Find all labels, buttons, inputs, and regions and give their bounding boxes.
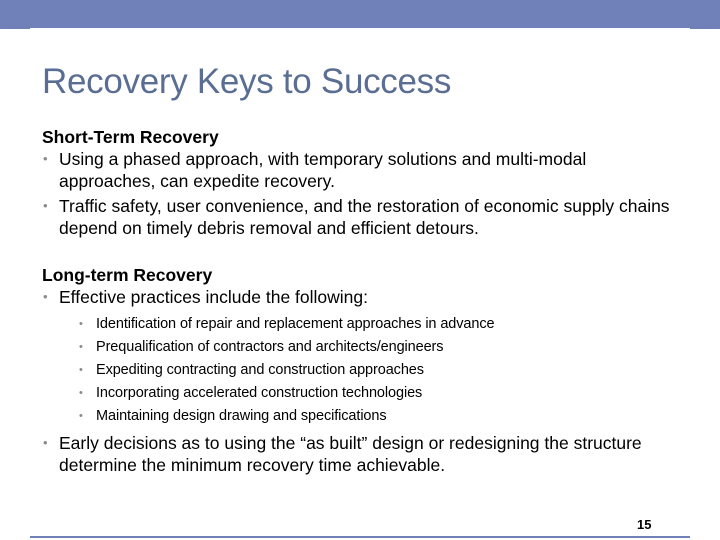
list-item xyxy=(42,148,682,192)
slide-title: Recovery Keys to Success xyxy=(42,62,452,101)
list-item xyxy=(42,286,682,428)
sublist-text: Maintaining design drawing and specifications xyxy=(96,408,387,424)
long-term-heading: Long-term Recovery xyxy=(42,265,213,285)
bullet-icon: • xyxy=(43,435,48,450)
sublist-item xyxy=(59,405,682,428)
sublist-text: Identification of repair and replacement approaches in advance xyxy=(96,316,495,332)
page-number: 15 xyxy=(637,517,652,532)
bullet-icon: • xyxy=(79,341,83,353)
sublist-item xyxy=(59,313,682,336)
bullet-icon: • xyxy=(79,364,83,376)
sublist-text: Prequalification of contractors and architects/engineers xyxy=(96,339,444,355)
bullet-text: Using a phased approach, with temporary solutions and multi-modal approaches, can expedite recovery. xyxy=(59,149,587,191)
bullet-icon: • xyxy=(43,289,48,304)
short-term-heading: Short-Term Recovery xyxy=(42,127,219,147)
bullet-icon: • xyxy=(79,318,83,330)
header-band xyxy=(0,0,720,29)
list-item xyxy=(42,432,682,476)
bullet-icon: • xyxy=(43,151,48,166)
sublist-text: Incorporating accelerated construction technologies xyxy=(96,385,423,401)
bullet-icon: • xyxy=(43,198,48,213)
bullet-text: Effective practices include the following: xyxy=(59,287,369,307)
bullet-icon: • xyxy=(79,410,83,422)
footer-rule xyxy=(30,536,690,538)
practices-sublist xyxy=(59,313,682,428)
bullet-text: Early decisions as to using the “as built” design or redesigning the structure determine the minimum recovery time achievable. xyxy=(59,433,642,475)
bullet-text: Traffic safety, user convenience, and the restoration of economic supply chains depend on timely debris removal and efficient detours. xyxy=(59,196,670,238)
sublist-item xyxy=(59,382,682,405)
bullet-icon: • xyxy=(79,387,83,399)
sublist-item xyxy=(59,359,682,382)
slide-body xyxy=(42,126,682,476)
sublist-text: Expediting contracting and construction approaches xyxy=(96,362,424,378)
sublist-item xyxy=(59,336,682,359)
list-item xyxy=(42,195,682,239)
long-term-list xyxy=(42,286,682,476)
short-term-list xyxy=(42,148,682,239)
